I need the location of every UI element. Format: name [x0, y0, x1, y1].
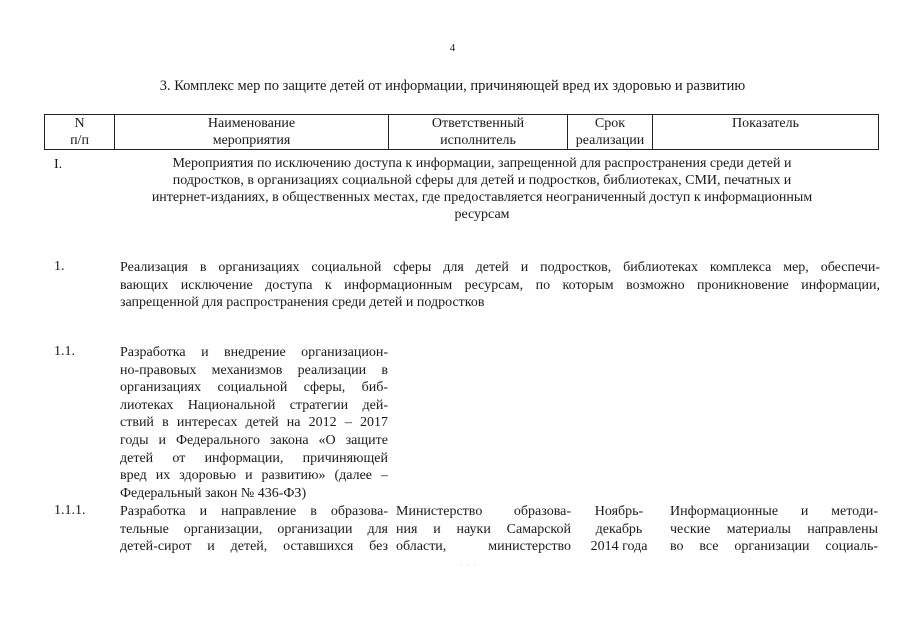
- item-1-text: [120, 259, 880, 312]
- item-1-1-1-term-line: 2014 года: [590, 539, 648, 555]
- header-name-line2: мероприятия: [212, 133, 291, 148]
- header-indicator: [653, 115, 879, 150]
- item-1-1-line: Разработка и внедрение организацион-: [120, 345, 388, 360]
- header-term-line1: Срок: [594, 116, 626, 131]
- header-responsible: [389, 115, 568, 150]
- header-name-line1: Наименование: [207, 116, 296, 131]
- section-heading-line: подростков, в организациях социальной сферы для детей и подростков, библиотеках, СМИ, печатных и: [172, 173, 792, 188]
- item-1-1-line: ствий в интересах детей на 2012 – 2017: [120, 415, 388, 431]
- header-responsible-line1: Ответственный: [431, 116, 525, 131]
- header-term: [568, 115, 653, 150]
- section-heading: [122, 155, 842, 223]
- item-1-1-1-term: [577, 503, 661, 556]
- item-1-1-1-responsible-line: Министерство образова-: [396, 504, 571, 519]
- item-1-line: Реализация в организациях социальной сферы для детей и подростков, библиотеках комплекса мер, обеспечи-: [120, 260, 880, 275]
- item-1-1-1-responsible: [396, 503, 571, 556]
- item-1-1-1-name-line: детей-сирот и детей, оставшихся без: [120, 539, 388, 555]
- header-name: [115, 115, 389, 150]
- item-1-1-line: но-правовых механизмов реализации в: [120, 362, 388, 378]
- item-1-1-1-term-line: декабрь: [595, 521, 643, 537]
- scan-smudge: · · ·: [460, 561, 477, 570]
- section-heading-line: Мероприятия по исключению доступа к информации, запрещенной для распространения среди детей и: [172, 156, 792, 171]
- item-1-1-line: вред их здоровью и развитию» (далее –: [120, 468, 388, 484]
- item-1-1-1-responsible-line: ния и науки Самарской: [396, 521, 571, 537]
- item-1-1-1-name: [120, 503, 388, 556]
- section-heading-line: интернет-изданиях, в общественных местах, где предоставляется неограниченный доступ к информационным: [151, 190, 813, 205]
- item-1-line: вающих исключение доступа к информационным ресурсам, по которым возможно проникновение информации,: [120, 277, 880, 293]
- item-1-1-number: 1.1.: [54, 344, 75, 359]
- item-1-1-line: детей от информации, причиняющей: [120, 450, 388, 466]
- item-1-1-1-indicator: [670, 503, 878, 556]
- item-1-1-1-responsible-line: области, министерство: [396, 539, 571, 555]
- header-term-line2: реализации: [575, 133, 645, 148]
- item-1-line: запрещенной для распространения среди детей и подростков: [120, 295, 485, 310]
- header-number-line2: п/п: [70, 133, 89, 148]
- item-1-1-1-name-line: тельные организации, организации для: [120, 521, 388, 537]
- item-1-1-line: Федеральный закон № 436-ФЗ): [120, 485, 307, 501]
- header-number: [45, 115, 115, 150]
- item-1-1-1-number: 1.1.1.: [54, 503, 86, 518]
- item-1-1-1-name-line: Разработка и направление в образова-: [120, 504, 388, 519]
- header-indicator-line1: Показатель: [732, 116, 799, 131]
- header-number-line1: N: [74, 116, 85, 131]
- section-heading-line: ресурсам: [454, 207, 510, 222]
- item-1-1-line: лиотеках Национальной стратегии дей-: [120, 397, 388, 413]
- item-1-1-line: годы и Федерального закона «О защите: [120, 432, 388, 448]
- section-number: I.: [54, 157, 63, 172]
- table-header: [44, 114, 879, 150]
- item-1-1-1-indicator-line: Информационные и методи-: [670, 504, 878, 519]
- item-1-1-1-indicator-line: ческие материалы направлены: [670, 521, 878, 537]
- item-1-1-text: [120, 344, 388, 502]
- item-1-number: 1.: [54, 259, 65, 274]
- header-responsible-line2: исполнитель: [440, 133, 516, 148]
- item-1-1-1-term-line: Ноябрь-: [594, 504, 644, 519]
- item-1-1-line: организациях социальной сферы, биб-: [120, 380, 388, 396]
- section-title: 3. Комплекс мер по защите детей от информации, причиняющей вред их здоровью и развитию: [159, 78, 746, 94]
- item-1-1-1-indicator-line: во все организации социаль-: [670, 539, 878, 555]
- page-number: 4: [449, 42, 456, 54]
